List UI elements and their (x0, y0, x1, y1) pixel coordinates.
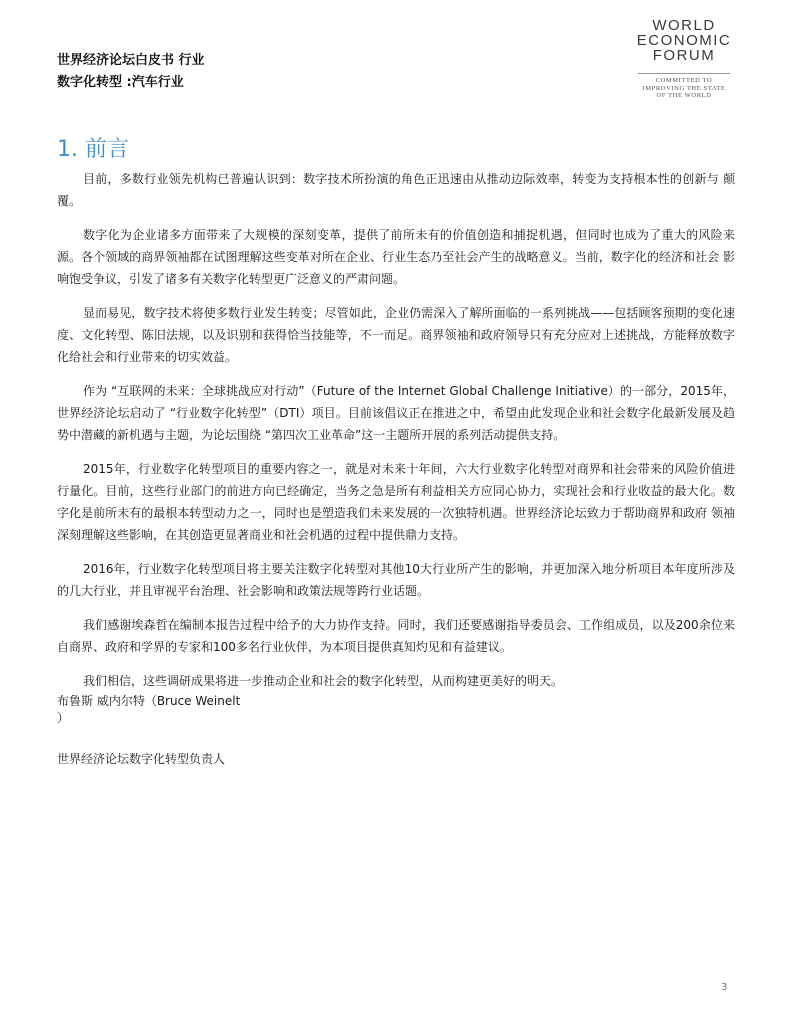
paragraph-7: 我们感谢埃森哲在编制本报告过程中给予的大力协作支持。同时，我们还要感谢指导委员会、工作组成员，以及200余位来自商界、政府和学界的专家和100多名行业伙伴，为本项目提供真知灼见和有益建议。 (57, 618, 735, 654)
logo-motto-line-1: COMMITTED TO (655, 77, 713, 84)
document-header (57, 50, 205, 94)
signature-title: 世界经济论坛数字化转型负责人 (57, 752, 226, 766)
signature-name: 布鲁斯 威内尔特（Bruce Weinelt (57, 694, 241, 708)
paragraph-6: 2016年，行业数字化转型项目将主要关注数字化转型对其他10大行业所产生的影响，并更加深入地分析项目本年度所涉及的几大行业，并且审视平台治理、社会影响和政策法规等跨行业话题。 (57, 562, 735, 598)
header-line-1: 世界经济论坛白皮书 行业 (57, 53, 205, 68)
logo-word-forum: FORUM (652, 47, 716, 64)
paragraph-3: 显而易见，数字技术将使多数行业发生转变；尽管如此，企业仍需深入了解所面临的一系列挑战——包括顾客预期的变化速度、文化转型、陈旧法规，以及识别和获得恰当技能等，不一而足。商界领袖和政府领导只有充分应对上述挑战，方能释放数字化给社会和行业带来的切实效益。 (57, 306, 735, 364)
logo-word-world: WORLD (652, 17, 716, 34)
paragraph-8: 我们相信，这些调研成果将进一步推动企业和社会的数字化转型，从而构建更美好的明天。 (83, 674, 564, 688)
signature-name-continued: ） (57, 711, 70, 725)
page-number: 3 (721, 982, 728, 993)
wef-logo (636, 18, 732, 100)
paragraph-5: 2015年，行业数字化转型项目的重要内容之一，就是对未来十年间，六大行业数字化转型对商界和社会带来的风险价值进行量化。目前，这些行业部门的前进方向已经确定，当务之急是所有利益相关方应同心协力，实现社会和行业收益的最大化。数 字化是前所未有的最根本转型动力之一，同时也是塑造我们未来发展的一次独特机遇。世界经济论坛致力于帮助商界和政府 领袖深刻理解这些影响，在其创造更显著商业和社会机遇的过程中提供鼎力支持。 (57, 462, 735, 542)
header-line-2: 数字化转型 :汽车行业 (57, 75, 184, 90)
paragraph-2: 数字化为企业诸多方面带来了大规模的深刻变革，提供了前所未有的价值创造和捕捉机遇，但同时也成为了重大的风险来 源。各个领域的商界领袖都在试图理解这些变革对所在企业、行业生态乃至社会产生的战略意义。当前，数字化的经济和社会 影响饱受争议，引发了诸多有关数字化转型更广泛意义的严肃问题。 (57, 228, 735, 286)
logo-motto-line-2: IMPROVING THE STATE (642, 84, 726, 92)
paragraph-4: 作为 “互联网的未来：全球挑战应对行动”（Future of the Internet Global Challenge Initiative）的一部分，2015年，世界经济论坛启动了 “行业数字化转型”（DTI）项目。目前该倡议正在推进之中，希望由此发现企业和社会数字化最新发展及趋势中潜藏的新机遇与主题，为论坛围绕 “第四次工业革命”这一主题所开展的系列活动提供支持。 (57, 384, 735, 442)
logo-divider (638, 73, 730, 74)
body-text (57, 168, 735, 704)
section-title: 1. 前言 (57, 137, 129, 162)
signature-block (57, 693, 240, 768)
paragraph-1: 目前，多数行业领先机构已普遍认识到：数字技术所扮演的角色正迅速由从推动边际效率，转变为支持根本性的创新与 颠覆。 (57, 172, 735, 208)
logo-motto-line-3: OF THE WORLD (656, 92, 712, 99)
logo-word-economic: ECONOMIC (636, 32, 732, 49)
